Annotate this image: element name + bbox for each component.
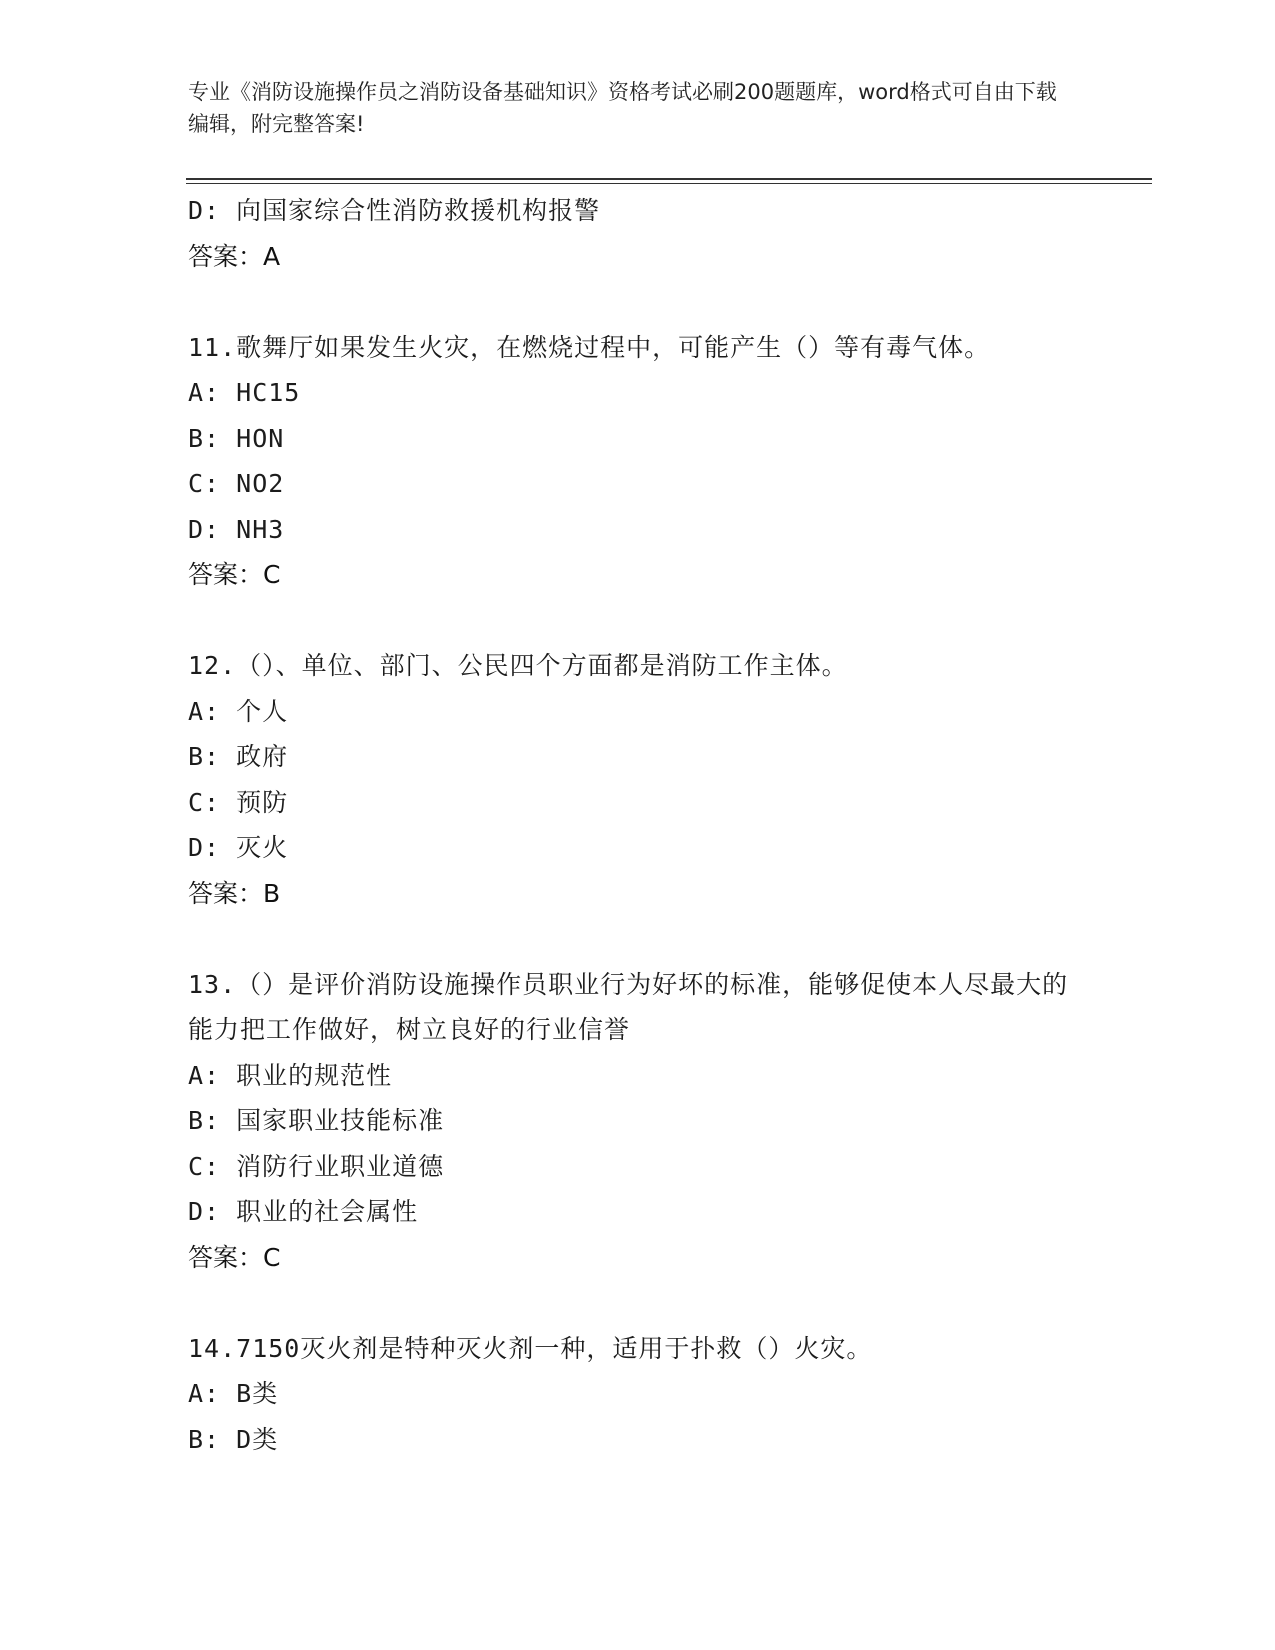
- option-a: A: 个人: [188, 696, 289, 726]
- option-c: C: 预防: [188, 787, 289, 817]
- option-b: B: D类: [188, 1424, 279, 1454]
- spacer: [188, 279, 1088, 325]
- option-b: B: 国家职业技能标准: [188, 1106, 445, 1135]
- question-text: 12.（）、单位、部门、公民四个方面都是消防工作主体。: [188, 651, 848, 680]
- option-b: B: 政府: [188, 742, 289, 771]
- option-d: D: 向国家综合性消防救援机构报警: [188, 196, 601, 225]
- option-d: D: 灭火: [188, 833, 289, 862]
- option-a: A: B类: [188, 1379, 279, 1408]
- option-a: A: HC15: [188, 378, 301, 407]
- spacer: [188, 598, 1088, 644]
- question-list: [188, 188, 1088, 1462]
- option-c: C: NO2: [188, 469, 285, 498]
- answer-line: 答案：C: [188, 1242, 281, 1272]
- spacer: [188, 916, 1088, 962]
- header-divider-thin: [186, 183, 1152, 184]
- spacer: [188, 1280, 1088, 1326]
- option-d: D: 职业的社会属性: [188, 1197, 419, 1226]
- option-d: D: NH3: [188, 514, 285, 544]
- document-header: 专业《消防设施操作员之消防设备基础知识》资格考试必刷200题题库，word格式可自由下载编辑，附完整答案!: [188, 80, 1057, 136]
- answer-line: 答案：A: [188, 241, 281, 271]
- answer-line: 答案：C: [188, 560, 281, 589]
- header-divider-thick: [186, 178, 1152, 180]
- question-text: 13.（）是评价消防设施操作员职业行为好坏的标准，能够促使本人尽最大的能力把工作做好，树立良好的行业信誉: [188, 969, 1069, 1044]
- question-text: 14.7150灭火剂是特种灭火剂一种，适用于扑救（）火灾。: [188, 1333, 873, 1363]
- question-text: 11.歌舞厅如果发生火灾，在燃烧过程中，可能产生（）等有毒气体。: [188, 332, 991, 362]
- option-c: C: 消防行业职业道德: [188, 1151, 445, 1181]
- option-a: A: 职业的规范性: [188, 1060, 393, 1090]
- option-b: B: HON: [188, 423, 285, 453]
- answer-line: 答案：B: [188, 878, 281, 908]
